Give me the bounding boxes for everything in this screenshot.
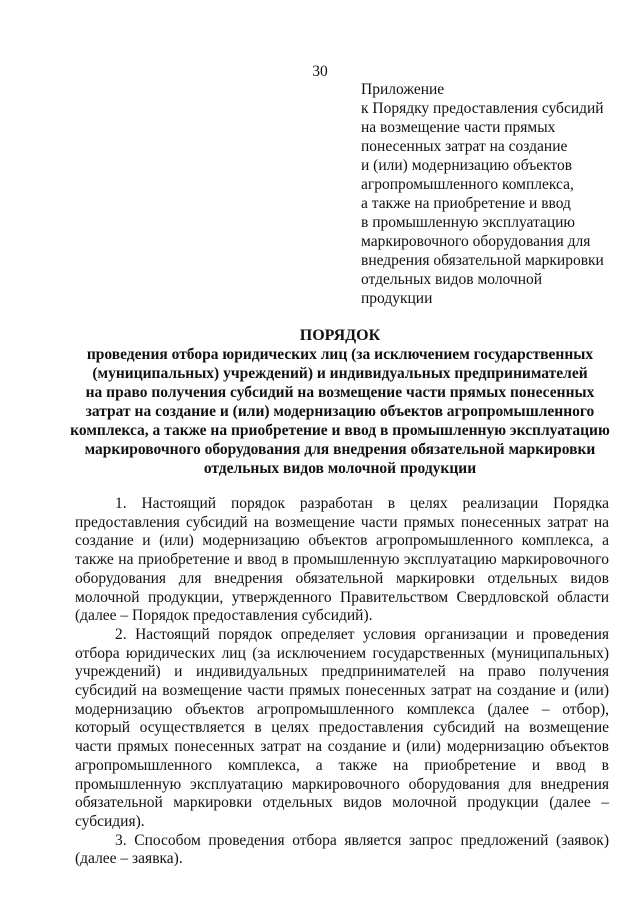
paragraph-3: 3. Способом проведения отбора является запрос предложений (заявок) (далее – заявка).	[75, 831, 609, 868]
document-heading	[60, 326, 620, 478]
document-body	[75, 495, 609, 869]
appendix-line: к Порядку предоставления субсидий	[361, 100, 604, 117]
heading-line: комплекса, а также на приобретение и ввод в промышленную эксплуатацию	[70, 422, 610, 439]
page-number: 30	[312, 63, 328, 80]
appendix-line: на возмещение части прямых	[361, 119, 556, 136]
heading-line: маркировочного оборудования для внедрения обязательной маркировки	[84, 441, 596, 458]
appendix-block	[361, 80, 611, 308]
appendix-line: а также на приобретение и ввод	[361, 195, 571, 212]
appendix-line: внедрения обязательной маркировки	[361, 252, 604, 269]
document-title: ПОРЯДОК	[299, 327, 381, 344]
appendix-line: отдельных видов молочной	[361, 271, 543, 288]
heading-line: проведения отбора юридических лиц (за исключением государственных	[86, 346, 594, 363]
appendix-line: понесенных затрат на создание	[361, 138, 568, 155]
appendix-line: агропромышленного комплекса,	[361, 176, 574, 193]
appendix-line: Приложение	[361, 81, 445, 98]
heading-line: затрат на создание и (или) модернизацию объектов агропромышленного	[85, 403, 595, 420]
heading-line: отдельных видов молочной продукции	[203, 460, 477, 477]
heading-line: на право получения субсидий на возмещение части прямых понесенных	[85, 384, 595, 401]
heading-line: (муниципальных) учреждений) и индивидуальных предпринимателей	[92, 365, 588, 382]
paragraph-2: 2. Настоящий порядок определяет условия организации и проведения отбора юридических лиц (за исключением государственных (муниципальных) учреждений) и индивидуальных предпринимателей на право получения субсидий на возмещение части прямых понесенных затрат на создание и (или) модернизацию объектов агропромышленного комплекса (далее – отбор), который осуществляется в целях предоставления субсидий на возмещение части прямых понесенных затрат на создание и (или) модернизацию объектов агропромышленного комплекса, а также на приобретение и ввод в промышленную эксплуатацию маркировочного оборудования для внедрения обязательной маркировки отдельных видов молочной продукции (далее – субсидия).	[75, 625, 609, 830]
appendix-line: в промышленную эксплуатацию	[361, 214, 576, 231]
paragraph-1: 1. Настоящий порядок разработан в целях реализации Порядка предоставления субсидий на возмещение части прямых понесенных затрат на создание и (или) модернизацию объектов агропромышленного комплекса, а также на приобретение и ввод в промышленную эксплуатацию маркировочного оборудования для внедрения обязательной маркировки отдельных видов молочной продукции, утвержденного Правительством Свердловской области (далее – Порядок предоставления субсидий).	[75, 495, 609, 625]
appendix-line: продукции	[361, 290, 433, 307]
appendix-line: маркировочного оборудования для	[361, 233, 591, 250]
appendix-line: и (или) модернизацию объектов	[361, 157, 573, 174]
